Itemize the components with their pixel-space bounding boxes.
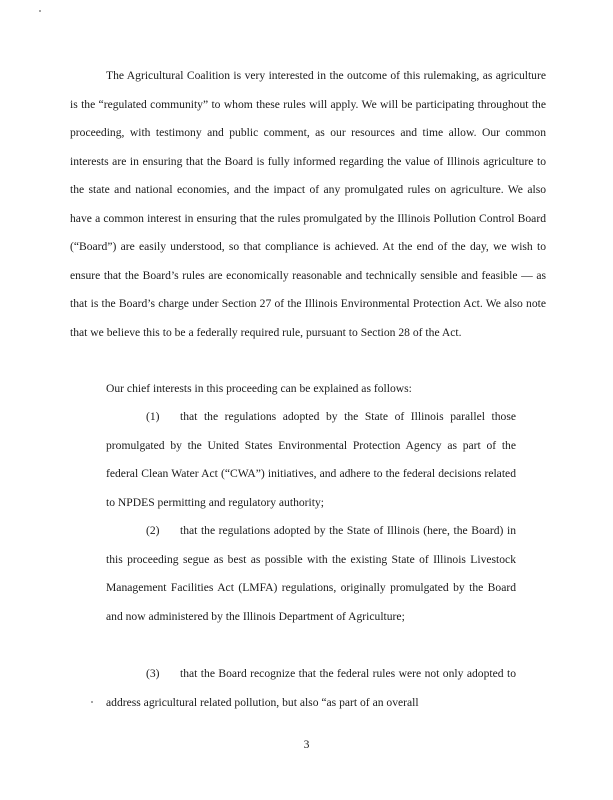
list-item-text: that the regulations adopted by the State of Illinois parallel those promulgated by the United States Environmental Protection Agency as part of the federal Clean Water Act (“CWA”) initiatives, and adhere to the federal decisions related to NPDES permitting and regulatory authority; <box>106 410 516 509</box>
list-item-number: (2) <box>146 524 160 537</box>
page-number: 3 <box>303 738 310 751</box>
list-item-number: (1) <box>146 410 160 423</box>
list-item <box>106 403 516 517</box>
list-item-number: (3) <box>146 667 160 680</box>
list-item <box>106 517 516 631</box>
scan-speck <box>91 701 93 703</box>
list-item-text: that the Board recognize that the federal rules were not only adopted to address agricultural related pollution, but also “as part of an overall <box>106 667 516 709</box>
intro-paragraph: The Agricultural Coalition is very interested in the outcome of this rulemaking, as agriculture is the “regulated community” to whom these rules will apply. We will be participating throughout the proceeding, with testimony and public comment, as our resources and time allow. Our common interests are in ensuring that the Board is fully informed regarding the value of Illinois agriculture to the state and national economies, and the impact of any promulgated rules on agriculture. We also have a common interest in ensuring that the rules promulgated by the Illinois Pollution Control Board (“Board”) are easily understood, so that compliance is achieved. At the end of the day, we wish to ensure that the Board’s rules are economically reasonable and technically sensible and feasible — as that is the Board’s charge under Section 27 of the Illinois Environmental Protection Act. We also note that we believe this to be a federally required rule, pursuant to Section 28 of the Act. <box>70 69 546 339</box>
list-item-text: that the regulations adopted by the State of Illinois (here, the Board) in this proceeding segue as best as possible with the existing State of Illinois Livestock Management Facilities Act (LMFA) regulations, originally promulgated by the Board and now administered by the Illinois Department of Agriculture; <box>106 524 516 623</box>
list-item <box>106 660 516 717</box>
interests-lead-paragraph: Our chief interests in this proceeding can be explained as follows: <box>106 382 412 395</box>
scan-speck <box>39 10 41 12</box>
